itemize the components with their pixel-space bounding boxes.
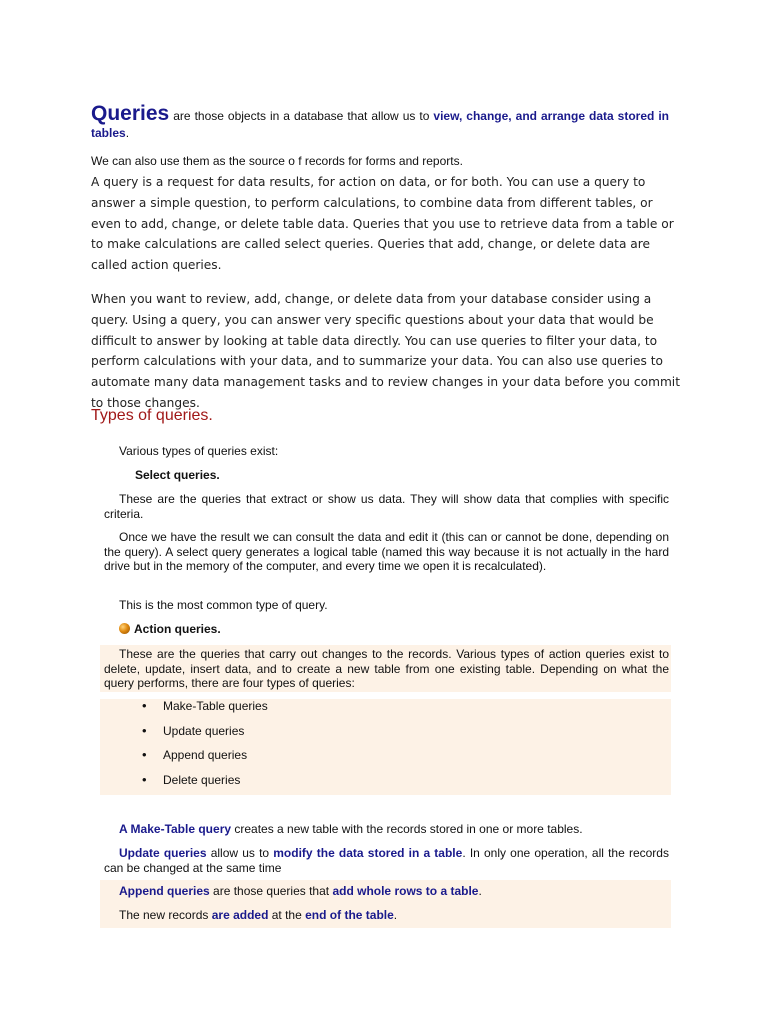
action-types-list	[142, 699, 268, 797]
append-paragraph: Append queries are those queries that add whole rows to a table.	[119, 884, 482, 898]
bullet-orb-icon	[119, 623, 130, 634]
end-of-table-highlight: end of the table	[305, 908, 394, 922]
append-highlight: add whole rows to a table	[332, 884, 479, 898]
list-item: • Delete queries	[142, 773, 268, 798]
intro-highlight: view, change, and arrange data stored in tables	[91, 109, 670, 140]
paragraph-query-definition: A query is a request for data results, for action on data, or for both. You can use a query to answer a simple question, to perform calculations, to combine data from different tables, or even to add, change, or delete table data. Queries that you use to retrieve data from a table or to make calculations are called select queries. Queries that add, change, or delete data are called action queries.	[91, 175, 674, 273]
source-line: We can also use them as the source o f records for forms and reports.	[91, 154, 463, 168]
list-item: • Make-Table queries	[142, 699, 268, 724]
update-paragraph: Update queries allow us to modify the data stored in a table. In only one operation, all the records can be changed at the same time	[104, 846, 669, 875]
action-queries-heading: Action queries.	[119, 622, 684, 637]
make-table-term: A Make-Table query	[119, 822, 232, 836]
list-item: • Update queries	[142, 724, 268, 749]
new-records-paragraph: The new records are added at the end of the table.	[119, 908, 398, 922]
select-queries-heading: Select queries.	[135, 468, 220, 482]
action-paragraph: These are the queries that carry out changes to the records. Various types of action queries exist to delete, update, insert data, and to create a new table from one existing table. Depending on what the query performs, there are four types of queries:	[104, 647, 669, 690]
are-added-highlight: are added	[211, 908, 269, 922]
select-paragraph-1: These are the queries that extract or show us data. They will show data that complies with specific criteria.	[104, 492, 669, 521]
types-heading: Types of queries.	[91, 407, 213, 424]
intro-paragraph	[91, 102, 670, 142]
intro-text-b: .	[125, 126, 130, 140]
various-exist-line: Various types of queries exist:	[119, 444, 279, 458]
append-term: Append queries	[119, 884, 210, 898]
select-paragraph-2: Once we have the result we can consult the data and edit it (this can or cannot be done, depending on the query). A select query generates a logical table (named this way because it is not actually in the hard drive but in the memory of the computer, and every time we open it is recalculated).	[104, 530, 669, 573]
intro-heading-word: Queries	[91, 102, 170, 125]
select-paragraph-3: This is the most common type of query.	[119, 598, 328, 612]
make-table-paragraph: A Make-Table query creates a new table with the records stored in one or more tables.	[119, 822, 583, 836]
update-term: Update queries	[119, 846, 207, 860]
list-item: • Append queries	[142, 748, 268, 773]
paragraph-when-to-use: When you want to review, add, change, or delete data from your database consider using a query. Using a query, you can answer very specific questions about your data that would be difficult to answer by looking at table data directly. You can use queries to filter your data, to perform calculations with your data, and to summarize your data. You can also use queries to automate many data management tasks and to review changes in your data before you commit to those changes.	[91, 292, 680, 410]
intro-text-a: are those objects in a database that allow us to	[169, 109, 434, 123]
update-highlight: modify the data stored in a table	[273, 846, 463, 860]
